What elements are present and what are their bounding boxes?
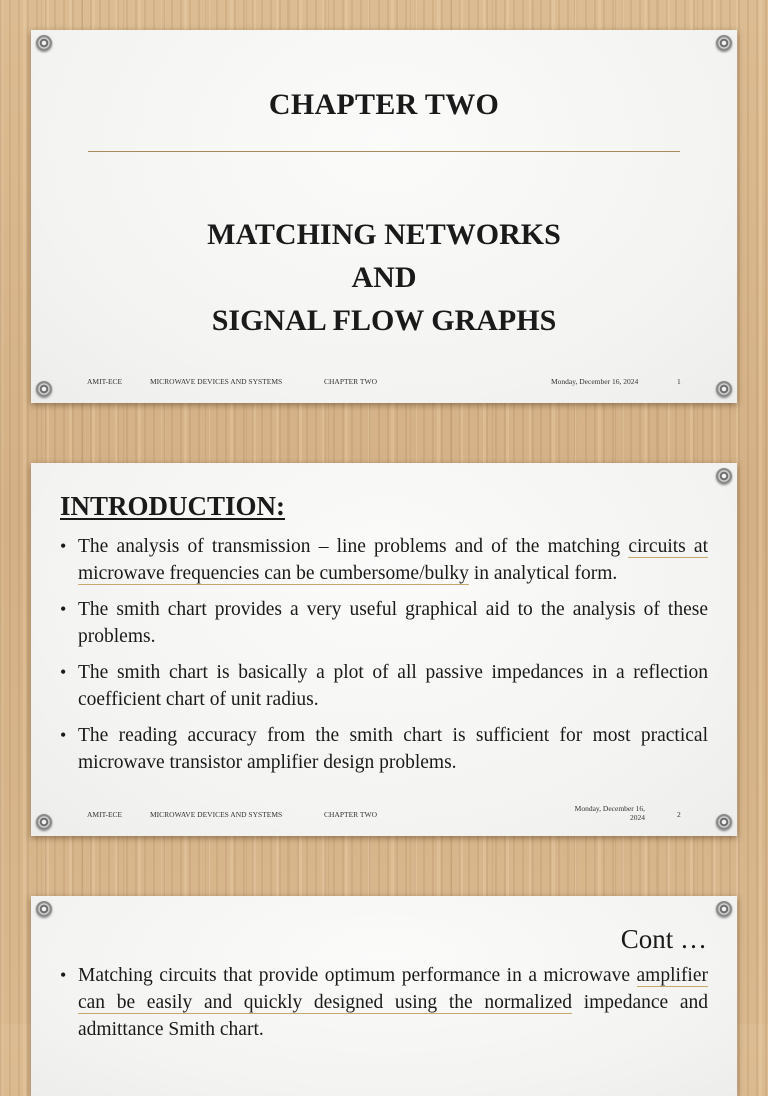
bullet-text: impedance and admittance Smith chart. [78,992,708,1040]
underlined-text: circuits at microwave frequencies can be cumbersome/bulky [78,536,708,584]
bullet-text: in analytical form. [468,563,618,584]
main-title-line: AND [351,261,417,294]
pushpin-icon [36,901,52,917]
footer-chapter: CHAPTER TWO [324,377,377,386]
footer-org: AMIT-ECE [87,377,123,386]
list-item [60,962,708,1043]
bullet-list [60,533,708,785]
footer-date: Monday, December 16, 2024 [551,377,639,386]
footer-org: AMIT-ECE [87,810,123,819]
footer-date: Monday, December 16, 2024 [574,804,645,822]
pushpin-icon [716,468,732,484]
footer-course: MICROWAVE DEVICES AND SYSTEMS [150,377,283,386]
slide-2 [31,463,737,836]
slide-footer [31,371,737,391]
list-item: • The smith chart provides a very useful graphical aid to the analysis of these problems. [60,596,708,650]
bullet-text: Matching circuits that provide optimum performance in a microwave [78,965,637,986]
bullet-text: The analysis of transmission – line problems and of the matching [78,536,629,557]
slide-footer [31,804,737,824]
slide-3 [31,896,737,1096]
footer-chapter: CHAPTER TWO [324,810,377,819]
list-item: • The reading accuracy from the smith chart is sufficient for most practical microwave transistor amplifier design problems. [60,722,708,776]
slide-heading: INTRODUCTION: [60,491,286,521]
pushpin-icon [716,35,732,51]
main-title-line: MATCHING NETWORKS [207,218,561,251]
footer-course: MICROWAVE DEVICES AND SYSTEMS [150,810,283,819]
list-item: • The smith chart is basically a plot of all passive impedances in a reflection coefficient chart of unit radius. [60,659,708,713]
underlined-text: amplifier can be easily and quickly designed using the normalized [78,965,708,1013]
slide-1 [31,30,737,403]
pushpin-icon [716,901,732,917]
slide-number: 2 [677,810,681,819]
main-title [31,213,737,342]
chapter-title: CHAPTER TWO [268,88,500,121]
slide-heading: Cont … [620,924,707,954]
pushpin-icon [36,35,52,51]
title-divider [88,151,680,152]
bullet-list [60,962,708,1052]
list-item [60,533,708,587]
slide-number: 1 [677,377,681,386]
main-title-line: SIGNAL FLOW GRAPHS [211,304,557,337]
